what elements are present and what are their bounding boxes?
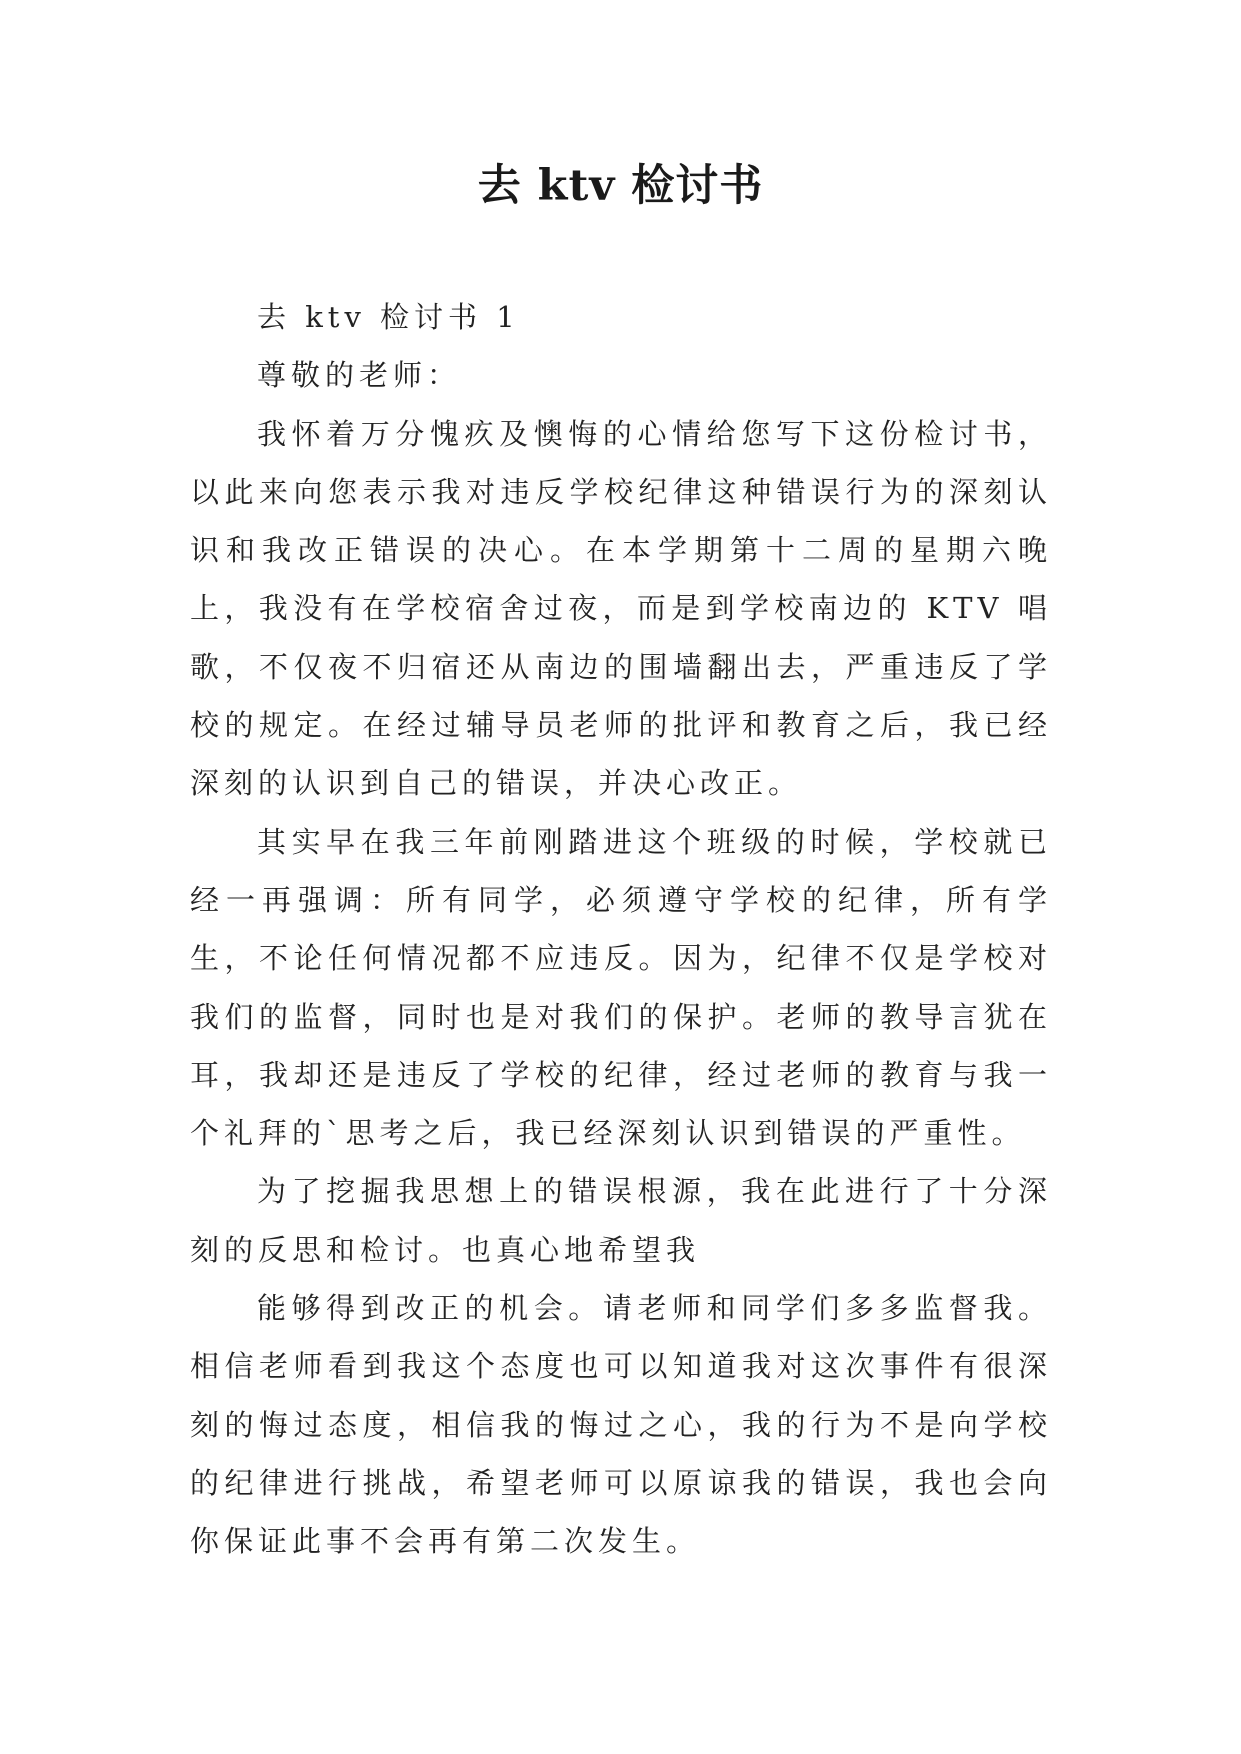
paragraph-3: 为了挖掘我思想上的错误根源，我在此进行了十分深刻的反思和检讨。也真心地希望我 (190, 1174, 1052, 1267)
paragraph-4: 能够得到改正的机会。请老师和同学们多多监督我。相信老师看到我这个态度也可以知道我对这次事件有很深刻的悔过态度，相信我的悔过之心，我的行为不是向学校的纪律进行挑战，希望老师可以原谅我的错误，我也会向你保证此事不会再有第二次发生。 (190, 1291, 1052, 1559)
document-title: 去 ktv 检讨书 (477, 161, 764, 211)
document-body (190, 288, 1052, 1571)
section-heading: 去 ktv 检讨书 1 (257, 300, 520, 334)
salutation: 尊敬的老师： (257, 358, 462, 393)
paragraph-2: 其实早在我三年前刚踏进这个班级的时候，学校就已经一再强调：所有同学，必须遵守学校的纪律，所有学生，不论任何情况都不应违反。因为，纪律不仅是学校对我们的监督，同时也是对我们的保护。老师的教导言犹在耳，我却还是违反了学校的纪律，经过老师的教育与我一个礼拜的`思考之后，我已经深刻认识到错误的严重性。 (190, 824, 1052, 1151)
paragraph-1: 我怀着万分愧疚及懊悔的心情给您写下这份检讨书，以此来向您表示我对违反学校纪律这种错误行为的深刻认识和我改正错误的决心。在本学期第十二周的星期六晚上，我没有在学校宿舍过夜，而是到学校南边的 KTV 唱歌，不仅夜不归宿还从南边的围墙翻出去，严重违反了学校的规定。在经过辅导员老师的批评和教育之后，我已经深刻的认识到自己的错误，并决心改正。 (190, 416, 1052, 801)
